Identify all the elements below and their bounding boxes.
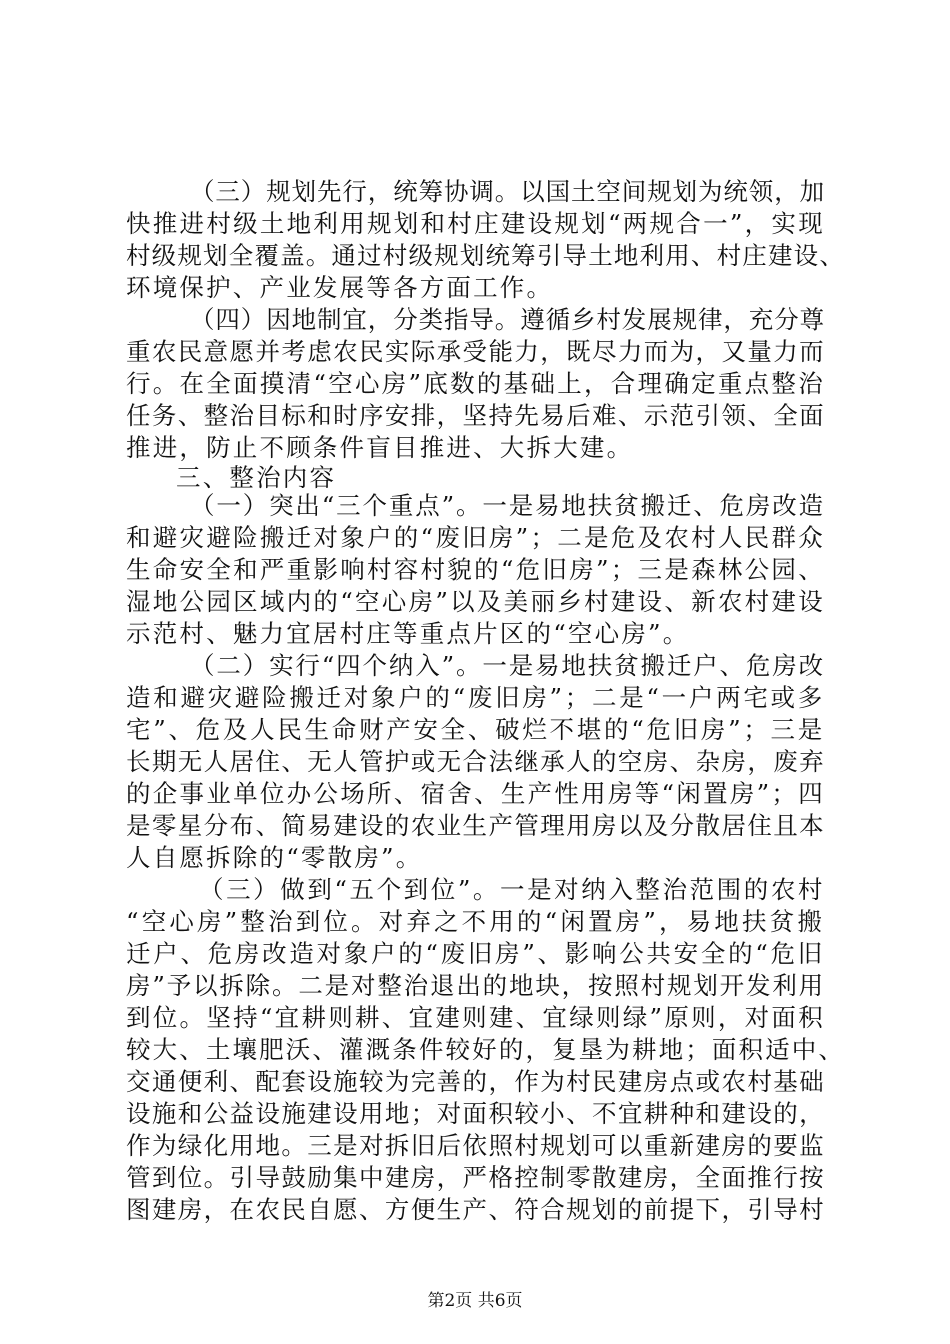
page-footer: 第2页 共6页 bbox=[427, 1291, 523, 1311]
text-line: 图建房，在农民自愿、方便生产、符合规划的前提下，引导村 bbox=[126, 1195, 825, 1224]
text-line: 宅”、危及人民生命财产安全、破烂不堪的“危旧房”；三是 bbox=[126, 715, 825, 744]
text-line: 和避灾避险搬迁对象户的“废旧房”；二是危及农村人民群众 bbox=[126, 523, 825, 552]
text-line: （三）规划先行，统筹协调。以国土空间规划为统领，加 bbox=[190, 177, 825, 206]
text-line: 人自愿拆除的“零散房”。 bbox=[126, 843, 423, 872]
text-line: 迁户、危房改造对象户的“废旧房”、影响公共安全的“危旧 bbox=[126, 939, 825, 968]
text-line: 湿地公园区域内的“空心房”以及美丽乡村建设、新农村建设 bbox=[126, 587, 825, 616]
text-line: 村级规划全覆盖。通过村级规划统筹引导土地利用、村庄建设、 bbox=[126, 241, 845, 270]
text-line: （三）做到“五个到位”。一是对纳入整治范围的农村 bbox=[199, 875, 825, 904]
text-line: 作为绿化用地。三是对拆旧后依照村规划可以重新建房的要监 bbox=[126, 1131, 825, 1160]
text-line: 较大、土壤肥沃、灌溉条件较好的，复垦为耕地；面积适中、 bbox=[126, 1035, 845, 1064]
text-line: （四）因地制宜，分类指导。遵循乡村发展规律，充分尊 bbox=[190, 305, 825, 334]
text-line: 环境保护、产业发展等各方面工作。 bbox=[126, 273, 554, 302]
text-line: 的企事业单位办公场所、宿舍、生产性用房等“闲置房”；四 bbox=[126, 779, 825, 808]
text-line: 房”予以拆除。二是对整治退出的地块，按照村规划开发利用 bbox=[126, 971, 825, 1000]
text-line: 任务、整治目标和时序安排，坚持先易后难、示范引领、全面 bbox=[126, 401, 825, 430]
text-line: 推进，防止不顾条件盲目推进、大拆大建。 bbox=[126, 433, 634, 462]
text-line: 重农民意愿并考虑农民实际承受能力，既尽力而为，又量力而 bbox=[126, 337, 825, 366]
text-line: 示范村、魅力宜居村庄等重点片区的“空心房”。 bbox=[126, 619, 690, 648]
text-line: （二）实行“四个纳入”。一是易地扶贫搬迁户、危房改 bbox=[190, 651, 825, 680]
text-line: 到位。坚持“宜耕则耕、宜建则建、宜绿则绿”原则，对面积 bbox=[126, 1003, 825, 1032]
text-line: 设施和公益设施建设用地；对面积较小、不宜耕种和建设的， bbox=[126, 1099, 825, 1128]
text-line: （一）突出“三个重点”。一是易地扶贫搬迁、危房改造 bbox=[190, 491, 825, 520]
text-line: 三、整治内容 bbox=[176, 463, 337, 492]
text-line: 管到位。引导鼓励集中建房，严格控制零散建房，全面推行按 bbox=[126, 1163, 825, 1192]
text-line: 行。在全面摸清“空心房”底数的基础上，合理确定重点整治 bbox=[126, 369, 825, 398]
text-line: 生命安全和严重影响村容村貌的“危旧房”；三是森林公园、 bbox=[126, 555, 825, 584]
text-line: “空心房”整治到位。对弃之不用的“闲置房”，易地扶贫搬 bbox=[126, 907, 825, 936]
text-line: 交通便利、配套设施较为完善的，作为村民建房点或农村基础 bbox=[126, 1067, 825, 1096]
text-line: 长期无人居住、无人管护或无合法继承人的空房、杂房，废弃 bbox=[126, 747, 825, 776]
text-line: 快推进村级土地利用规划和村庄建设规划“两规合一”，实现 bbox=[126, 209, 825, 238]
text-line: 是零星分布、简易建设的农业生产管理用房以及分散居住且本 bbox=[126, 811, 825, 840]
text-line: 造和避灾避险搬迁对象户的“废旧房”；二是“一户两宅或多 bbox=[126, 683, 825, 712]
